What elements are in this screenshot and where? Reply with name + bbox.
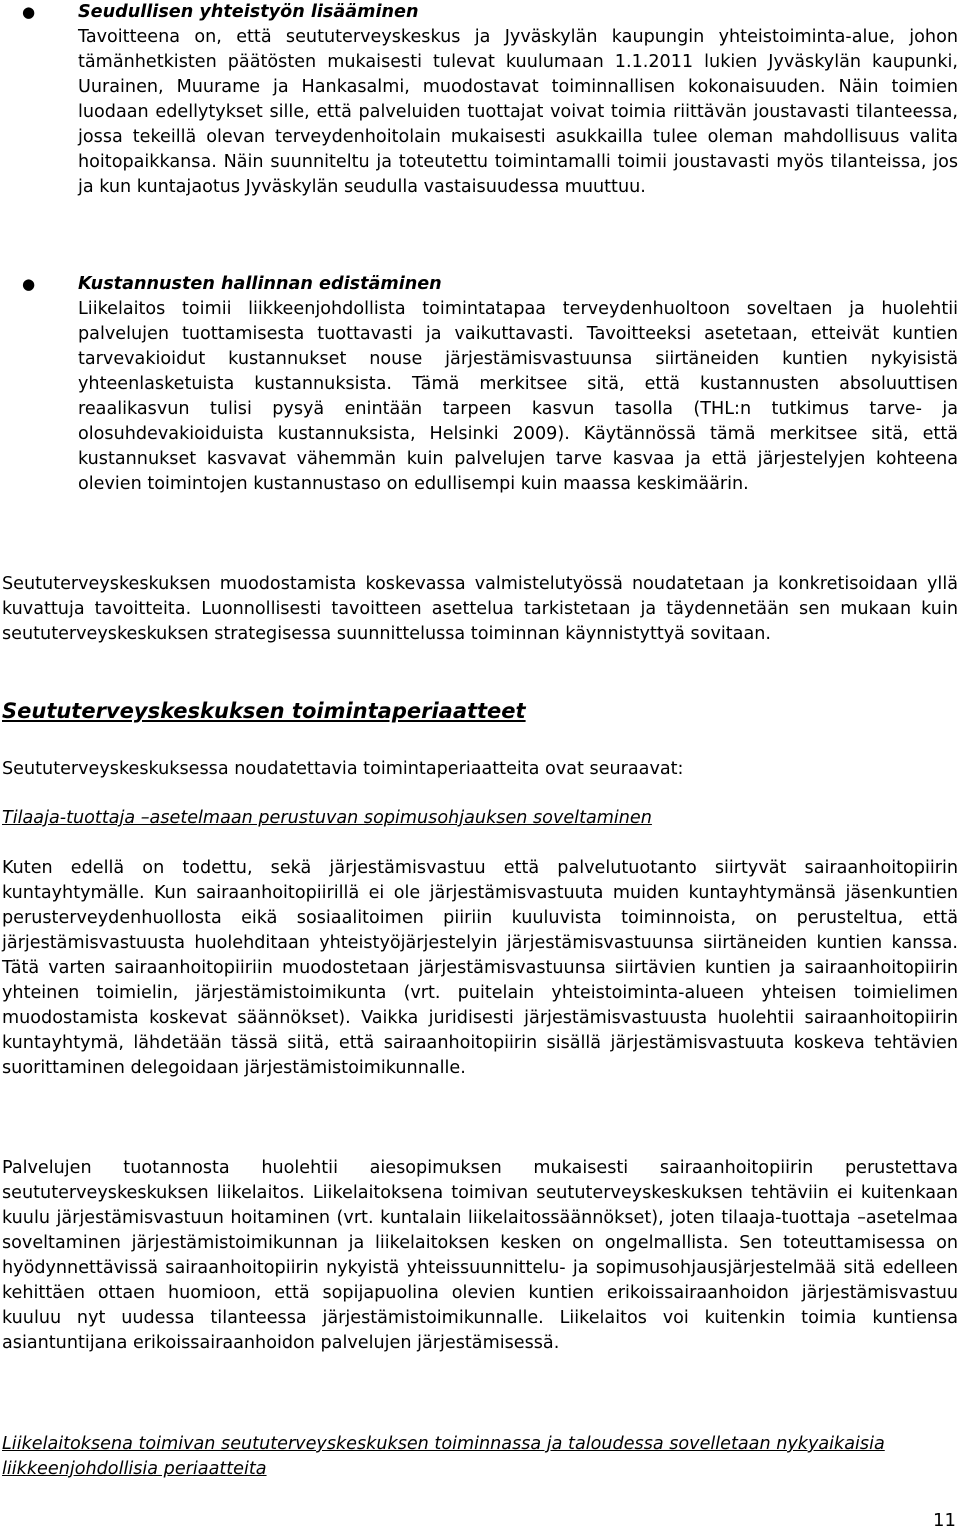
section-heading-text: Seututerveyskeskuksen toimintaperiaatteet	[2, 699, 526, 723]
intro-text: Seututerveyskeskuksessa noudatettavia toimintaperiaatteita ovat seuraavat:	[2, 759, 684, 779]
bullet-body	[78, 0, 958, 200]
page-number: 11	[933, 1510, 956, 1531]
subheading-business-principles	[2, 1432, 958, 1482]
subheading-purchaser-provider	[2, 806, 958, 831]
section-heading	[2, 698, 958, 724]
subheading-text: Tilaaja-tuottaja –asetelmaan perustuvan sopimusohjauksen soveltaminen	[2, 808, 652, 828]
bullet-icon: ●	[22, 3, 36, 21]
subheading-text: Liikelaitoksena toimivan seututerveyskeskuksen toiminnassa ja taloudessa sovelletaan nykyaikaisia liikkeenjohdollisia periaatteita	[2, 1434, 885, 1479]
paragraph-text: Kuten edellä on todettu, sekä järjestämisvastuu että palvelutuotanto siirtyvät sairaanhoitopiirin kuntayhtymälle. Kun sairaanhoitopiirillä ei ole järjestämisvastuuta muiden kuntayhtymänsä jäsenkuntien perusterveydenhuollosta eikä sosiaalitoimen piiriin kuuluvista toiminnoista, on perusteltua, että järjestämisvastuusta huolehditaan yhteistyöjärjestelyin järjestämisvastuunsa siirtäneiden kuntien kanssa. Tätä varten sairaanhoitopiiriin muodostetaan järjestämisvastuunsa siirtävien kuntien ja sairaanhoitopiirin yhteinen toimielin, järjestämistoimikunta (vrt. puitelain yhteistoiminta-alueen yhteisen toimielimen muodostamista koskevat säännökset). Vaikka juridisesti järjestämisvastuusta huolehtii sairaanhoitopiirin kuntayhtymä, lähdetään tässä siitä, että sairaanhoitopiirin sisällä järjestämisvastuuta koskeva tehtävien suorittaminen delegoidaan järjestämistoimikunnalle.	[2, 858, 958, 1078]
paragraph-organizing-responsibility	[2, 856, 958, 1081]
paragraph-text: Palvelujen tuotannosta huolehtii aiesopimuksen mukaisesti sairaanhoitopiirin perustettava seututerveyskeskuksen liikelaitos. Liikelaitoksena toimivan seututerveyskeskuksen tehtäviin ei kuitenkaan kuulu järjestämisvastuun hoitaminen (vrt. kuntalain liikelaitossäännökset), joten tilaaja-tuottaja –asetelmaa soveltaminen järjestämistoimikunnan ja liikelaitoksen kesken on ongelmallista. Sen toteuttamisessa on hyödynnettävissä sairaanhoitopiirin nykyistä yhteissuunnittelu- ja sopimusohjausjärjestelmää sitä edelleen kehittäen ottaen huomioon, että sopijapuolina olevien kuntien erikoissairaanhoidon järjestämisvastuu kuuluu nyt uudessa tilanteessa järjestämistoimikunnalle. Liikelaitos voi kuitenkin toimia kuntiensa asiantuntijana erikoissairaanhoidon palvelujen järjestämisessä.	[2, 1158, 958, 1353]
bullet-title: Kustannusten hallinnan edistäminen	[78, 274, 442, 294]
bullet-text: Liikelaitos toimii liikkeenjohdollista toimintatapaa terveydenhuoltoon soveltaen ja huolehtii palvelujen tuottamisesta tuottavasti ja vaikuttavasti. Tavoitteeksi asetetaan, etteivät kuntien tarvevakioidut kustannukset nouse järjestämisvastuunsa siirtäneiden kuntien nykyisistä yhteenlasketuista kustannuksista. Tämä merkitsee sitä, että kustannusten absoluuttisen reaalikasvun tulisi pysyä enintään tarpeen kasvun tasolla (THL:n tutkimus tarve- ja olosuhdevakioiduista kustannuksista, Helsinki 2009). Käytännössä tämä merkitsee sitä, että kustannukset kasvavat vähemmän kuin palvelujen tarve kasvaa ja että järjestelyjen kohteena olevien toimintojen kustannustaso on edullisempi kuin maassa keskimäärin.	[78, 299, 958, 494]
bullet-title: Seudullisen yhteistyön lisääminen	[78, 2, 419, 22]
paragraph-preparation	[2, 572, 958, 647]
bullet-body	[78, 272, 958, 497]
paragraph-service-production	[2, 1156, 958, 1356]
intro-paragraph	[2, 757, 958, 782]
paragraph-text: Seututerveyskeskuksen muodostamista koskevassa valmistelutyössä noudatetaan ja konkretisoidaan yllä kuvattuja tavoitteita. Luonnollisesti tavoitteen asettelua tarkistetaan ja täydennetään sen mukaan kuin seututerveyskeskuksen strategisessa suunnittelussa toiminnan käynnistyttyä sovitaan.	[2, 574, 958, 644]
bullet-icon: ●	[22, 275, 36, 293]
bullet-text: Tavoitteena on, että seututerveyskeskus ja Jyväskylän kaupungin yhteistoiminta-alue, johon tämänhetkisten päätösten mukaisesti tulevat kuulumaan 1.1.2011 lukien Jyväskylän kaupunki, Uurainen, Muurame ja Hankasalmi, muodostavat toiminnallisen kokonaisuuden. Näin toimien luodaan edellytykset sille, että palveluiden tuottajat voivat toimia riittävän joustavasti tilanteessa, jossa tekeillä olevan terveydenhoitolain mukaisesti asukkailla tulee oleman mahdollisuus valita hoitopaikkansa. Näin suunniteltu ja toteutettu toimintamalli toimii joustavasti myös tilanteissa, jos ja kun kuntajaotus Jyväskylän seudulla vastaisuudessa muuttuu.	[78, 27, 958, 197]
